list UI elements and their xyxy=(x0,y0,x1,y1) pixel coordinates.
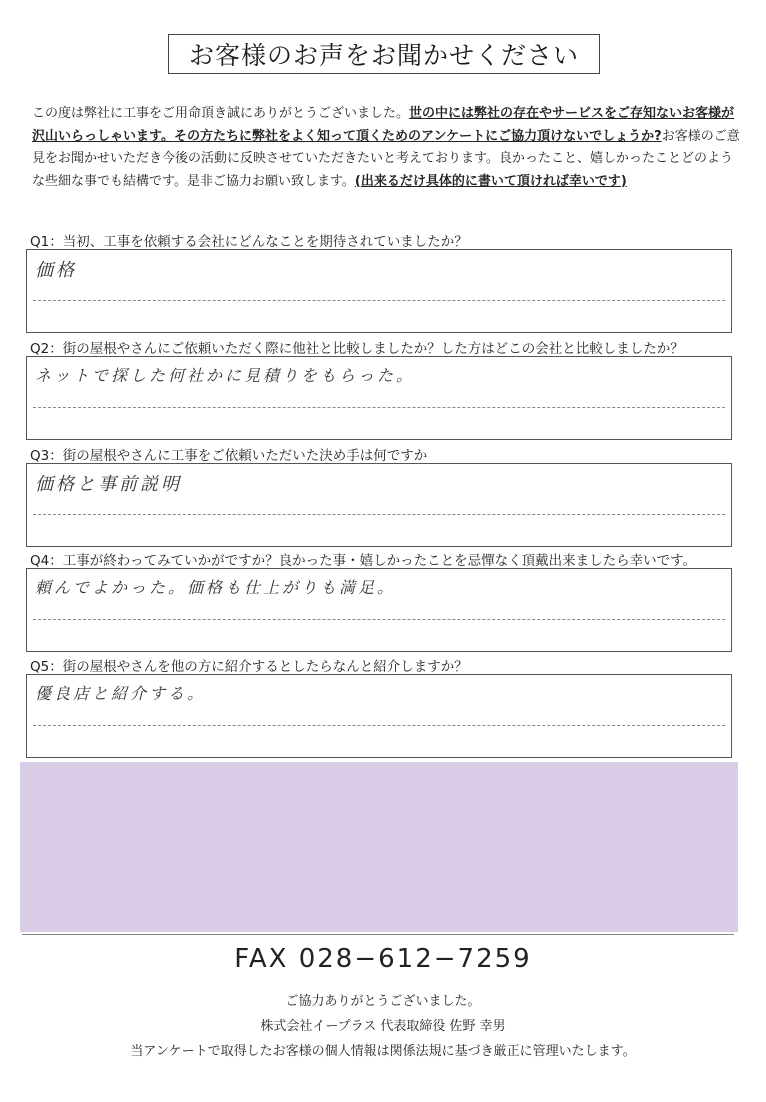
answer-guide-line xyxy=(33,514,725,515)
answer-box-4 xyxy=(26,568,732,652)
answer-text-1: 価格 xyxy=(35,260,77,281)
question-label-1: Q1：当初、工事を依頼する会社にどんなことを期待されていましたか？ xyxy=(30,234,468,250)
answer-text-2: ネットで探した何社かに見積りをもらった。 xyxy=(35,366,416,385)
question-label-2: Q2：街の屋根やさんにご依頼いただく際に他社と比較しましたか？した方はどこの会社と比較しましたか？ xyxy=(30,341,684,357)
answer-text-4: 頼んでよかった。価格も仕上がりも満足。 xyxy=(35,578,397,597)
fax-number: FAX 028−612−7259 xyxy=(234,944,532,974)
answer-box-3 xyxy=(26,463,732,547)
question-label-3: Q3：街の屋根やさんに工事をご依頼いただいた決め手は何ですか xyxy=(30,448,428,464)
page-title-text: お客様のお声をお聞かせください xyxy=(188,41,579,70)
intro-text-2: 世の中には弊社の存在やサービスをご存知ないお客様が沢山いらっしゃいます。その方たちに弊社をよく知って頂くためのアンケートにご協力頂けないでしょうか? xyxy=(32,106,735,144)
footer-thanks: ご協力ありがとうございました。 xyxy=(285,994,481,1009)
answer-guide-line xyxy=(33,300,725,301)
answer-box-1 xyxy=(26,249,732,333)
intro-text-3: お客様のご意見をお聞かせいただき今後の活動に反映させていただきたいと考えております。良かったこと、嬉しかったことどのような些細な事でも結構です。是非ご協力お願い致します。 xyxy=(32,128,740,189)
intro-paragraph xyxy=(32,103,744,193)
divider xyxy=(22,934,734,935)
answer-box-5 xyxy=(26,674,732,758)
intro-text-4: (出来るだけ具体的に書いて頂ければ幸いです) xyxy=(354,173,627,189)
answer-guide-line xyxy=(33,725,725,726)
answer-guide-line xyxy=(33,407,725,408)
intro-text-1: この度は弊社に工事をご用命頂き誠にありがとうございました。 xyxy=(32,106,410,121)
answer-text-5: 優良店と紹介する。 xyxy=(35,684,207,703)
footer-company: 株式会社イープラス 代表取締役 佐野 幸男 xyxy=(260,1019,506,1034)
question-label-5: Q5：街の屋根やさんを他の方に紹介するとしたらなんと紹介しますか？ xyxy=(30,659,468,675)
answer-text-3: 価格と事前説明 xyxy=(35,474,182,495)
redaction-block xyxy=(20,762,738,932)
answer-box-2 xyxy=(26,356,732,440)
question-label-4: Q4：工事が終わってみていかがですか？良かった事・嬉しかったことを忌憚なく頂戴出来ましたら幸いです。 xyxy=(30,553,696,569)
answer-guide-line xyxy=(33,619,725,620)
page-title xyxy=(168,34,600,74)
footer-privacy: 当アンケートで取得したお客様の個人情報は関係法規に基づき厳正に管理いたします。 xyxy=(130,1044,636,1059)
